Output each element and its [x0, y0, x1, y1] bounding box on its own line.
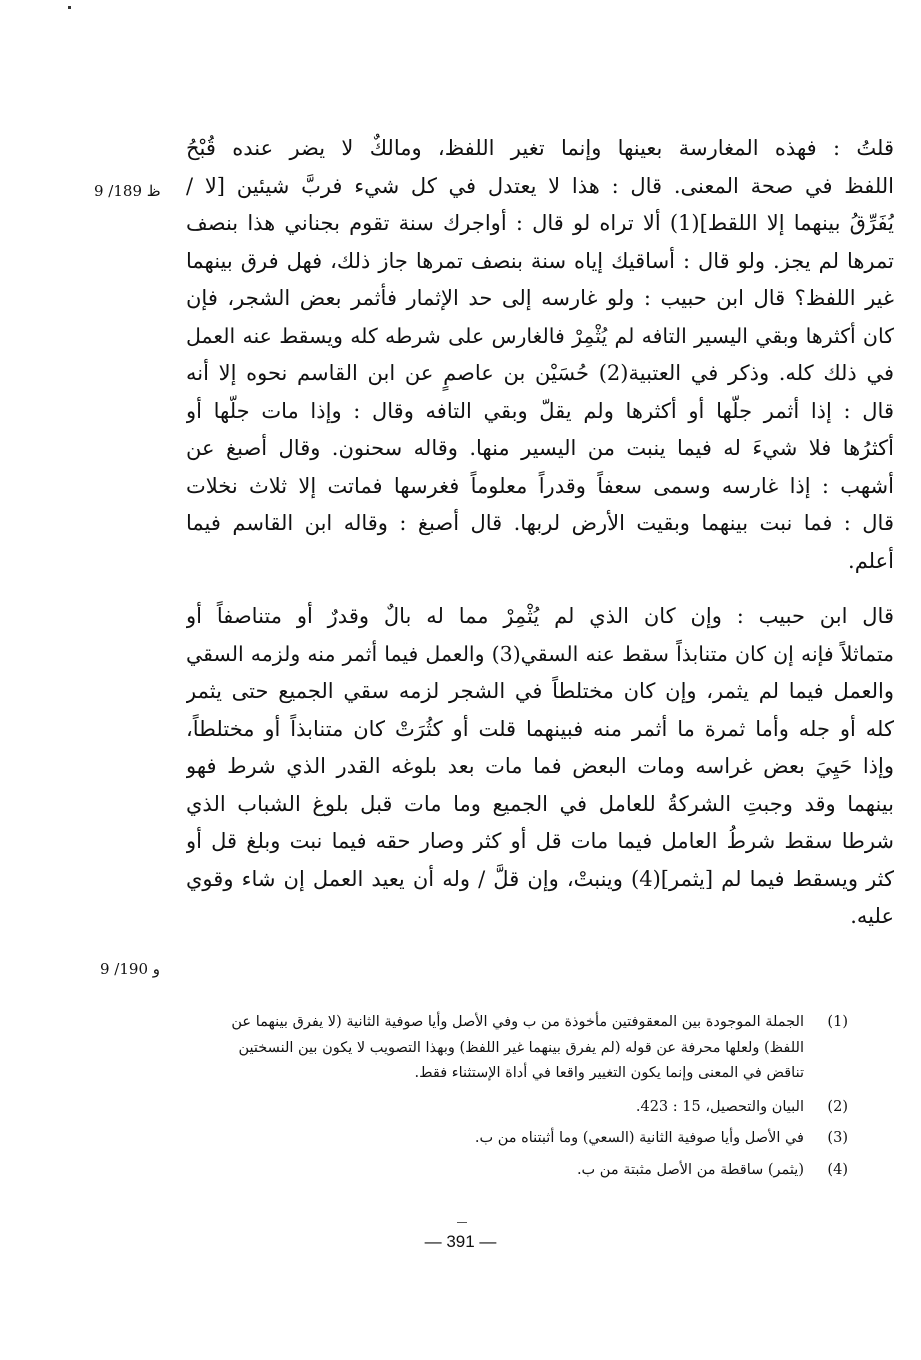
page-number: — 391 — — [424, 1232, 497, 1251]
footer-rule — [457, 1222, 467, 1223]
scan-mark — [68, 6, 71, 9]
text-line: تمرها لم يجز. ولو قال : أساقيك إياه سنة بنصف تمرها جاز ذلك، فهل فرق بينهما — [186, 248, 894, 273]
footnote-1 — [186, 1010, 848, 1087]
margin-folio-note-2: 9 /190 و — [100, 960, 161, 978]
text-line: شرطا سقط شرطُ العامل فيما مات قل أو كثر وصار حقه فيما نبت وبلغ قل أو — [186, 829, 894, 853]
footnote-text — [186, 1126, 804, 1152]
footnote-text — [186, 1010, 804, 1087]
text-line: بينهما وقد وجبتِ الشركةُ للعامل في الجميع وما مات قبل بلوغ الشباب الذي — [186, 791, 894, 816]
text-line: كان أكثرها وبقي اليسير التافه لم يُثْمِرْ فالغارس على شرطه كله ويسقط عنه العمل — [186, 323, 894, 348]
text-line: اللفظ في صحة المعنى. قال : هذا لا يعتدل في كل شيء فربَّ شيئين [لا / — [186, 173, 894, 198]
footnote-number: (3) — [827, 1130, 848, 1146]
paragraph-1 — [186, 130, 894, 580]
footnote-2 — [186, 1095, 848, 1121]
text-line: أعلم. — [848, 548, 894, 573]
margin-folio-note-1: 9 /189 ظ — [94, 182, 161, 200]
text-line: وإذا حَيِيَ بعض غراسه ومات البعض فما مات بعد بلوغه القدر الذي شرط فهو — [186, 754, 894, 778]
footnote-number: (2) — [827, 1098, 848, 1115]
text-line: أكثرُها فلا شيءَ له فيما ينبت من اليسير منها. وقاله سحنون. وقال أصبغ عن — [186, 436, 894, 460]
footnote-line: (يثمر) ساقطة من الأصل مثبتة من ب. — [576, 1161, 804, 1178]
footnote-line: الجملة الموجودة بين المعقوفتين مأخوذة من ب وفي الأصل وأيا صوفية الثانية (لا يفرق بينهما عن — [231, 1014, 804, 1030]
text-line: قال : فما نبت بينهما وبقيت الأرض لربها. قال أصبغ : وقاله ابن القاسم فيما — [186, 511, 894, 535]
footnote-line: في الأصل وأيا صوفية الثانية (السعي) وما أثبتناه من ب. — [474, 1130, 804, 1146]
text-line: يُفَرِّقُ بينهما إلا اللقط](1) ألا تراه لو قال : أواجرك سنة تقوم بجناني هذا بنصف — [186, 211, 894, 235]
footnote-number: (4) — [827, 1161, 848, 1178]
footnote-text — [186, 1158, 804, 1184]
text-line: والعمل فيما لم يثمر، وإن كان مختلطاً في الشجر لزمه سقي الجميع حتى يثمر — [186, 679, 894, 703]
text-line: قال ابن حبيب : وإن كان الذي لم يُثْمِرْ مما له بالٌ وقدرٌ أو متناصفاً أو — [186, 604, 894, 628]
text-line: في ذلك كله. وذكر في العتبية(2) حُسَيْن بن عاصمٍ عن ابن القاسم نحوه إلا أنه — [186, 361, 894, 385]
footnote-line: اللفظ) ولعلها محرفة عن قوله (لم يفرق بينهما غير اللفظ) وبهذا التصويب لا يكون بين النسختين — [238, 1039, 804, 1056]
main-text — [186, 130, 894, 936]
text-line: كله أو جله وأما ثمرة ما أثمر منه فبينهما قلت أو كثُرَتْ كان متنابذاً أو مختلطاً، — [186, 716, 894, 741]
text-line: قال : إذا أثمر جلّها أو أكثرها ولم يقلّ وبقي التافه وقال : وإذا مات جلّها أو — [186, 398, 894, 423]
text-line: كثر ويسقط فيما لم [يثمر](4) وينبتْ، وإن قلَّ / وله أن يعيد العمل إن شاء وقوي — [186, 866, 894, 891]
text-line: غير اللفظ؟ قال ابن حبيب : ولو غارسه إلى حد الإثمار فأثمر بعض الشجر، فإن — [186, 286, 894, 310]
footnote-number: (1) — [827, 1014, 848, 1030]
footnote-4 — [186, 1158, 848, 1184]
footnote-3 — [186, 1126, 848, 1152]
text-line: أشهب : إذا غارسه وسمى سعفاً وقدراً معلوماً فغرسها فماتت إلا ثلاث نخلات — [186, 473, 894, 498]
footnote-line: البيان والتحصيل، 15 : 423. — [635, 1098, 804, 1115]
text-line: متماثلاً فإنه إن كان متنابذاً سقط عنه السقي(3) والعمل فيما أثمر منه ولزمه السقي — [186, 641, 894, 666]
text-line: قلتُ : فهذه المغارسة بعينها وإنما تغير اللفظ، ومالكٌ لا يضر عنده قُبْحُ — [186, 136, 894, 160]
footnote-line: تناقض في المعنى وإنما يكون التغيير واقعا في أداة الإستثناء فقط. — [414, 1065, 804, 1081]
text-line: عليه. — [850, 904, 894, 928]
footnote-text — [186, 1095, 804, 1121]
footnotes — [186, 1010, 848, 1183]
paragraph-2 — [186, 598, 894, 936]
